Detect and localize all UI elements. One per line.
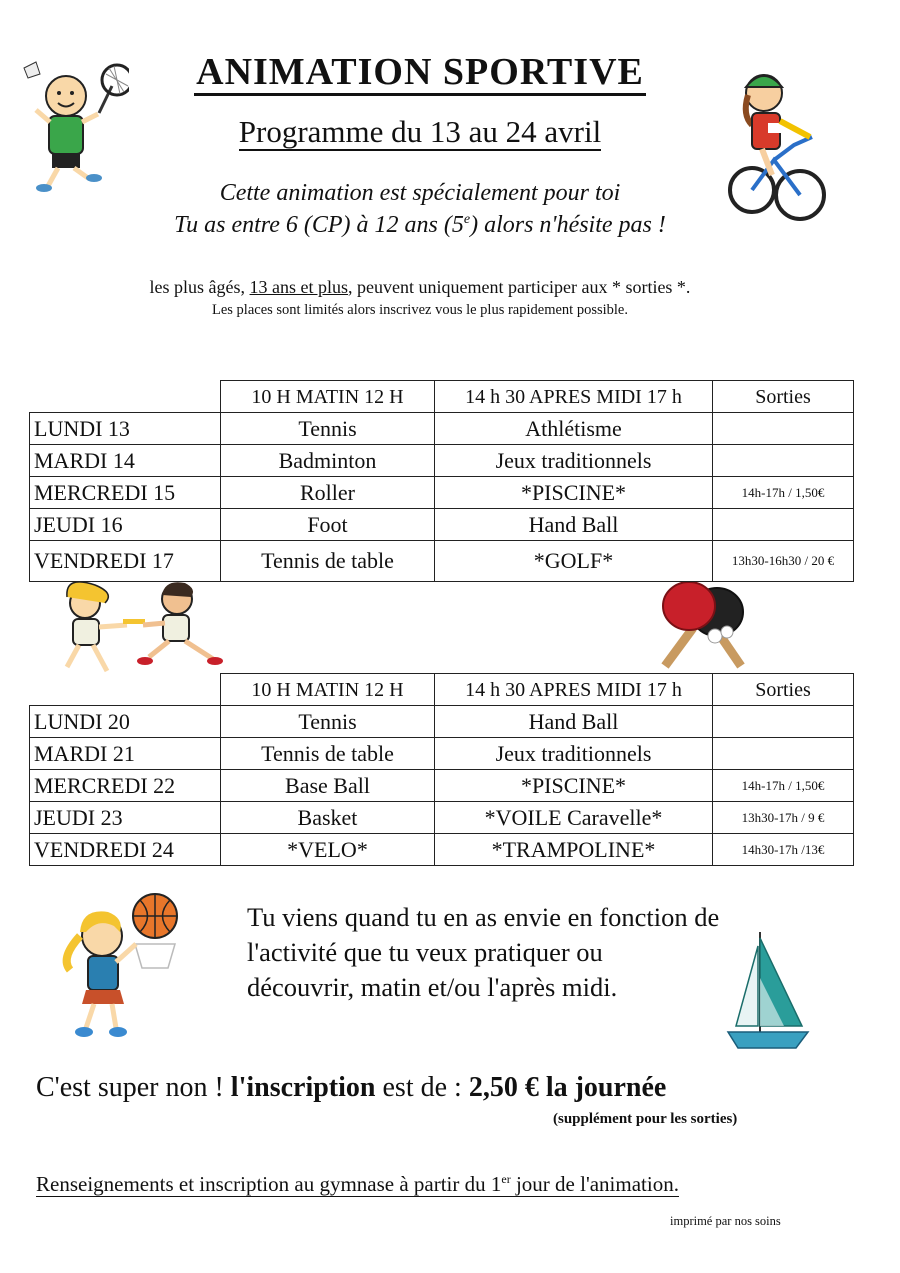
header-afternoon: 14 h 30 APRES MIDI 17 h [435,674,713,706]
day-cell: LUNDI 13 [30,413,221,445]
morning-cell: Base Ball [221,770,435,802]
header-morning: 10 H MATIN 12 H [221,381,435,413]
outing-cell: 14h-17h / 1,50€ [713,770,854,802]
outing-cell [713,509,854,541]
table-row [30,802,854,834]
table-header-row [30,381,854,413]
outing-cell: 13h30-17h / 9 € [713,802,854,834]
morning-cell: Tennis de table [221,738,435,770]
outing-cell: 13h30-16h30 / 20 € [713,541,854,582]
table-row [30,541,854,582]
table-row [30,413,854,445]
header-blank [30,381,221,413]
outing-cell [713,738,854,770]
info-line-1: Tu viens quand tu en as envie en fonction de [247,902,720,932]
afternoon-cell: *PISCINE* [435,770,713,802]
table-header-row [30,674,854,706]
morning-cell: Roller [221,477,435,509]
afternoon-cell: *PISCINE* [435,477,713,509]
basketball-girl-icon [50,888,190,1043]
day-cell: LUNDI 20 [30,706,221,738]
info-line-3: découvrir, matin et/ou l'après midi. [247,972,618,1002]
morning-cell: Foot [221,509,435,541]
ping-pong-paddles-icon [645,578,755,673]
supplement-note: (supplément pour les sorties) [553,1111,738,1127]
morning-cell: Badminton [221,445,435,477]
day-cell: MARDI 14 [30,445,221,477]
table-row [30,477,854,509]
outing-cell [713,706,854,738]
afternoon-cell: Hand Ball [435,706,713,738]
info-paragraph [247,900,807,1005]
day-cell: JEUDI 23 [30,802,221,834]
afternoon-cell: Hand Ball [435,509,713,541]
morning-cell: Tennis de table [221,541,435,582]
afternoon-cell: Athlétisme [435,413,713,445]
cyclist-kid-icon [722,65,832,225]
outing-cell [713,445,854,477]
morning-cell: Tennis [221,706,435,738]
afternoon-cell: *GOLF* [435,541,713,582]
schedule-week-1 [29,380,854,582]
header-outings: Sorties [713,381,854,413]
table-row [30,770,854,802]
price-line: C'est super non ! l'inscription est de : 2,50 € la journée [36,1072,667,1103]
header-morning: 10 H MATIN 12 H [221,674,435,706]
table-row [30,738,854,770]
morning-cell: Tennis [221,413,435,445]
afternoon-cell: Jeux traditionnels [435,445,713,477]
places-note: Les places sont limités alors inscrivez vous le plus rapidement possible. [212,302,628,318]
table-row [30,834,854,866]
outing-cell: 14h-17h / 1,50€ [713,477,854,509]
relay-runners-icon [45,575,225,685]
info-line-2: l'activité que tu veux pratiquer ou [247,937,603,967]
intro-line-2: Tu as entre 6 (CP) à 12 ans (5e) alors n'hésite pas ! [174,212,666,238]
header-blank [30,674,221,706]
page-title: ANIMATION SPORTIVE [0,50,840,94]
outing-cell [713,413,854,445]
page-subtitle: Programme du 13 au 24 avril [238,114,602,149]
intro-line-1: Cette animation est spécialement pour toi [219,180,621,206]
day-cell: MERCREDI 15 [30,477,221,509]
morning-cell: Basket [221,802,435,834]
print-credit: imprimé par nos soins [670,1214,781,1228]
table-row [30,706,854,738]
registration-footer: Renseignements et inscription au gymnase à partir du 1er jour de l'animation. [36,1172,679,1196]
day-cell: VENDREDI 17 [30,541,221,582]
schedule-week-2 [29,673,854,866]
header-outings: Sorties [713,674,854,706]
age-note: les plus âgés, 13 ans et plus, peuvent uniquement participer aux * sorties *. [149,277,691,297]
badminton-kid-icon [14,58,129,198]
morning-cell: *VELO* [221,834,435,866]
day-cell: MARDI 21 [30,738,221,770]
table-row [30,509,854,541]
day-cell: JEUDI 16 [30,509,221,541]
day-cell: VENDREDI 24 [30,834,221,866]
afternoon-cell: *TRAMPOLINE* [435,834,713,866]
day-cell: MERCREDI 22 [30,770,221,802]
header-afternoon: 14 h 30 APRES MIDI 17 h [435,381,713,413]
outing-cell: 14h30-17h /13€ [713,834,854,866]
afternoon-cell: Jeux traditionnels [435,738,713,770]
table-row [30,445,854,477]
afternoon-cell: *VOILE Caravelle* [435,802,713,834]
